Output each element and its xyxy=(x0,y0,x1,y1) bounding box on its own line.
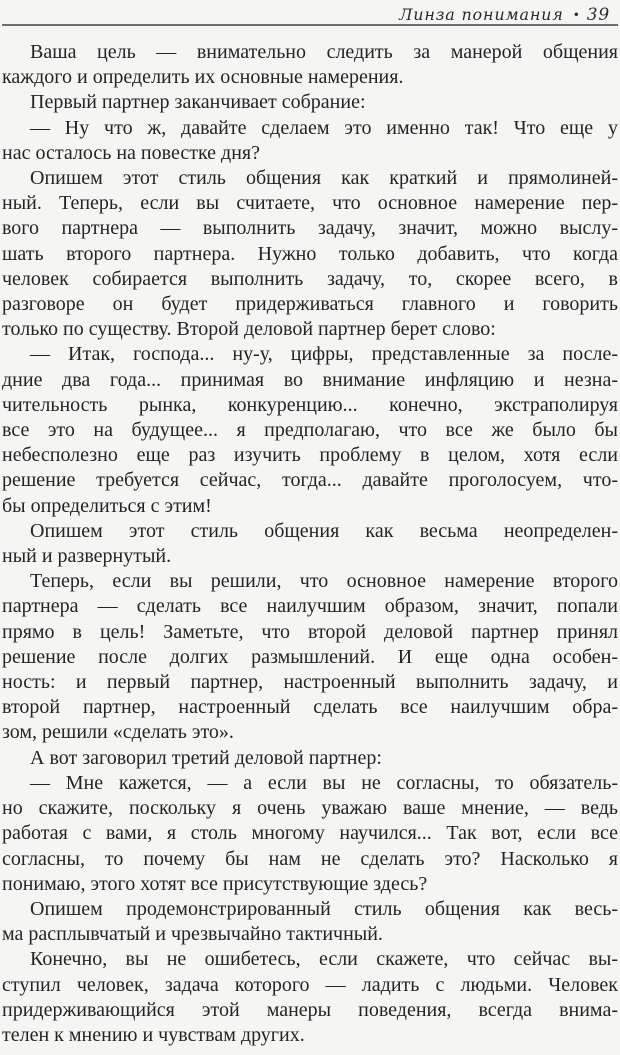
text-line: ность: и первый партнер, настроенный выполнить задачу, и xyxy=(2,671,618,694)
text-line: ма расплывчатый и чрезвычайно тактичный. xyxy=(2,923,383,946)
text-line: решение требуется сейчас, тогда... давайте проголосуем, что- xyxy=(2,469,618,492)
text-line: согласны, то почему бы нам не сделать это? Насколько я xyxy=(2,847,618,870)
page-body xyxy=(2,40,618,1048)
text-line: вого партнера — выполнить задачу, значит, можно выслу- xyxy=(2,217,618,240)
paragraph xyxy=(2,116,618,166)
text-line: — Итак, господа... ну-у, цифры, представленные за после- xyxy=(30,343,618,366)
text-line: понимаю, этого хотят все присутствующие здесь? xyxy=(2,872,428,895)
text-line: работая с вами, я столь многому научился... Так вот, если все xyxy=(2,822,618,845)
text-line: партнера — сделать все наилучшим образом, значит, попали xyxy=(2,595,618,618)
paragraph xyxy=(2,746,618,771)
text-line: Опишем этот стиль общения как краткий и прямолиней- xyxy=(30,167,618,190)
text-line: Ваша цель — внимательно следить за манерой общения xyxy=(30,41,618,63)
text-line: Опишем продемонстрированный стиль общения как весь- xyxy=(30,897,618,920)
text-line: второй партнер, настроенный сделать все наилучшим обра- xyxy=(2,696,618,719)
text-line: — Мне кажется, — а если вы не согласны, то обязатель- xyxy=(30,771,618,794)
text-line: дние два года... принимая во внимание инфляцию и незна- xyxy=(2,368,618,391)
text-line: прямо в цель! Заметьте, что второй деловой партнер принял xyxy=(2,620,618,643)
text-line: зом, решили «сделать это». xyxy=(2,721,234,744)
paragraph xyxy=(2,569,618,745)
paragraph xyxy=(2,519,618,569)
text-line: только по существу. Второй деловой партнер берет слово: xyxy=(2,318,496,341)
page-number: 39 xyxy=(586,5,610,25)
text-line: шать второго партнера. Нужно только добавить, что когда xyxy=(2,242,618,265)
paragraph xyxy=(2,342,618,518)
text-line: Конечно, вы не ошибетесь, если скажете, что сейчас вы- xyxy=(30,948,618,971)
text-line: телен к мнению и чувствам других. xyxy=(2,1023,305,1046)
bullet-separator-icon: • xyxy=(572,8,580,22)
text-line: бы определиться с этим! xyxy=(2,494,212,517)
text-line: решение после долгих размышлений. И еще одна особен- xyxy=(2,645,618,668)
paragraph xyxy=(2,947,618,1048)
text-line: ный. Теперь, если вы считаете, что основное намерение пер- xyxy=(2,192,618,215)
text-line: Опишем этот стиль общения как весьма неопределен- xyxy=(30,519,618,542)
text-line: А вот заговорил третий деловой партнер: xyxy=(30,746,382,769)
text-line: человек собирается выполнить задачу, то, скорее всего, в xyxy=(2,267,618,290)
text-line: нас осталось на повестке дня? xyxy=(2,141,260,164)
paragraph xyxy=(2,771,618,897)
text-line: Теперь, если вы решили, что основное намерение второго xyxy=(30,570,618,593)
text-line: разговоре он будет придерживаться главного и говорить xyxy=(2,293,618,316)
text-line: чительность рынка, конкуренцию... конечно, экстраполируя xyxy=(2,393,618,416)
paragraph xyxy=(2,90,618,115)
paragraph xyxy=(2,897,618,947)
text-line: небесполезно еще раз изучить проблему в целом, хотя если xyxy=(2,444,618,467)
text-line: Первый партнер заканчивает собрание: xyxy=(30,91,366,114)
text-line: ступил человек, задача которого — ладить с людьми. Человек xyxy=(2,973,618,996)
text-line: ный и развернутый. xyxy=(2,545,172,568)
running-title: Линза понимания xyxy=(399,5,564,24)
text-line: каждого и определить их основные намерения. xyxy=(2,66,404,89)
text-line: — Ну что ж, давайте сделаем это именно так! Что еще у xyxy=(30,116,618,139)
text-line: придерживающийся этой манеры поведения, всегда внима- xyxy=(2,998,618,1021)
text-line: все это на будущее... я предполагаю, что все же было бы xyxy=(2,419,618,442)
paragraph xyxy=(2,166,618,342)
text-line: но скажите, поскольку я очень уважаю ваше мнение, — ведь xyxy=(2,797,618,820)
paragraph xyxy=(2,40,618,90)
page-header xyxy=(2,0,618,24)
